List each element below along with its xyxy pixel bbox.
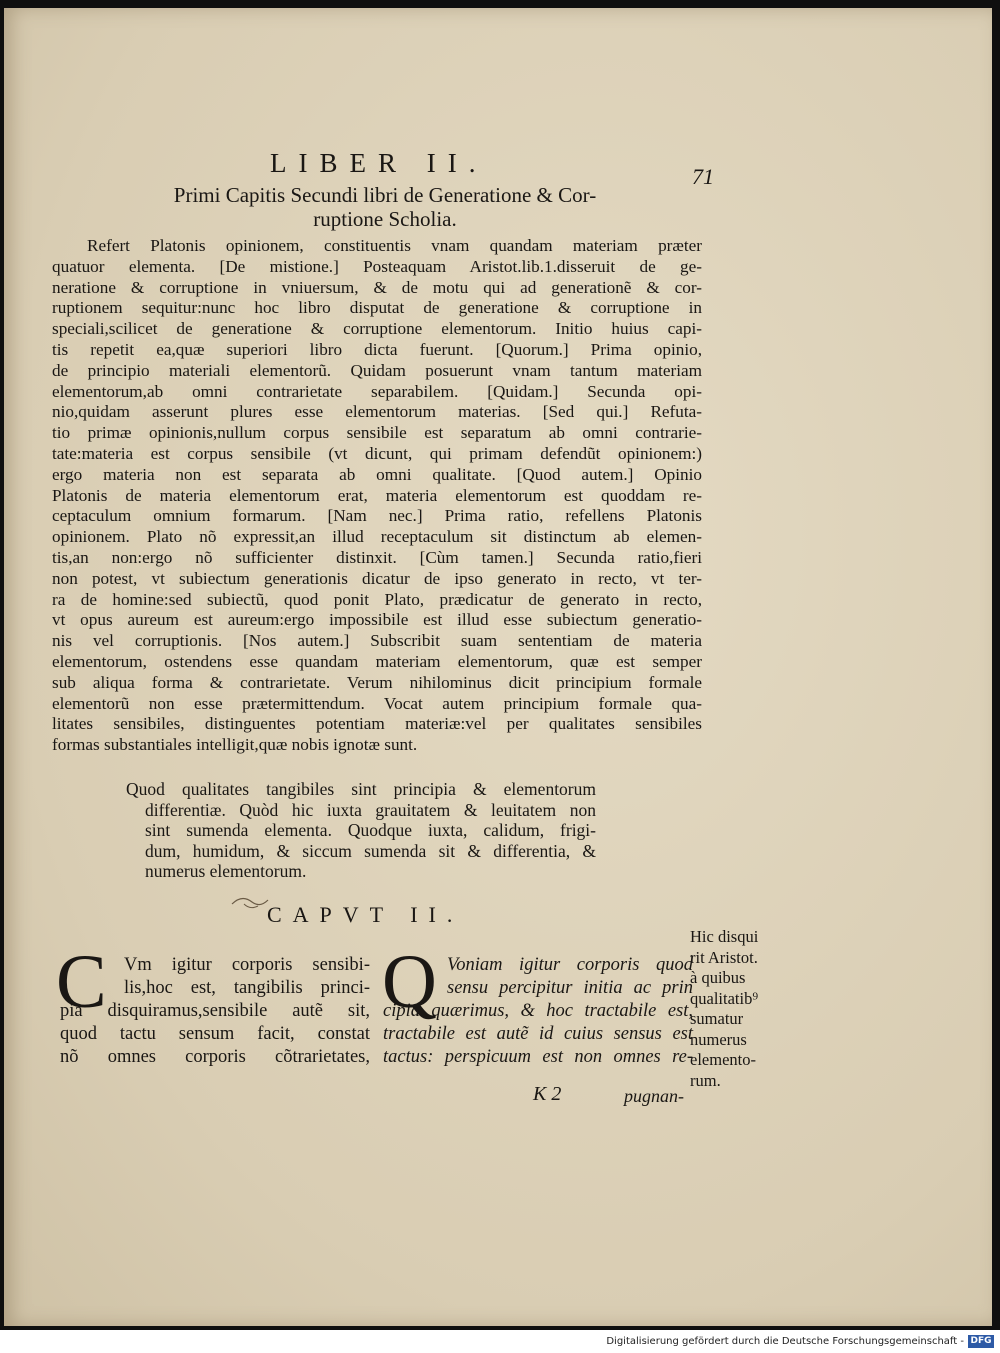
footer-credit: Digitalisierung gefördert durch die Deutsche Forschungsgemeinschaft - bbox=[606, 1336, 964, 1347]
left-column-line: nõ omnes corporis cõtrarietates, bbox=[60, 1047, 370, 1067]
body-line: quatuor elementa. [De mistione.] Posteaquam Aristot.lib.1.disseruit de ge- bbox=[52, 256, 702, 276]
footer bbox=[0, 1333, 1000, 1353]
body-line: tis repetit ea,quæ superiori libro dicta fuerunt. [Quorum.] Prima opinio, bbox=[52, 339, 702, 359]
body-line: tio primæ opinionis,nullum corpus sensibile est separatum ab omni contrarie- bbox=[52, 423, 702, 443]
body-line: elementorum, ostendens esse quandam materiam elementorum, quæ est semper bbox=[52, 651, 702, 671]
chapter-summary bbox=[126, 779, 596, 882]
margin-note-line: qualitatib⁹ bbox=[690, 988, 759, 1008]
body-line: litates sensibiles, distinguentes potentiam materiæ:vel per qualitates sensibiles bbox=[52, 714, 702, 734]
summary-line: dum, humidum, & siccum sumenda sit & differentia, & bbox=[145, 840, 596, 861]
body-line: Refert Platonis opinionem, constituentis vnam quandam materiam præter bbox=[87, 236, 702, 255]
dfg-logo: DFG bbox=[968, 1335, 994, 1348]
running-head: LIBER II. bbox=[270, 148, 488, 178]
body-line: speciali,scilicet de generatione & corruptione elementorum. Initio huius capi- bbox=[52, 319, 702, 339]
chapter-heading: CAPVT II. bbox=[267, 902, 464, 927]
dropcap-q: Q bbox=[382, 940, 437, 1024]
body-line: ergo materia non est separata ab omni qualitate. [Quod autem.] Opinio bbox=[52, 464, 702, 484]
left-column-line: pia disquiramus,sensibile autẽ sit, bbox=[60, 1001, 370, 1021]
left-column-line: lis,hoc est, tangibilis princi- bbox=[124, 978, 370, 998]
dropcap-c: C bbox=[56, 940, 107, 1024]
body-line: nio,quidam asserunt plures esse elementorum materias. [Sed qui.] Refuta- bbox=[52, 402, 702, 422]
summary-line: numerus elementorum. bbox=[145, 861, 307, 882]
margin-note-line: rit Aristot. bbox=[690, 947, 758, 967]
margin-note-line: elemento- bbox=[690, 1050, 756, 1069]
summary-line: Quod qualitates tangibiles sint principia & elementorum bbox=[126, 779, 596, 799]
catchword: pugnan- bbox=[624, 1086, 684, 1106]
right-column-line: Voniam igitur corporis quod bbox=[447, 955, 693, 975]
margin-note-line: à quibus bbox=[690, 968, 746, 987]
scholia-body bbox=[52, 236, 702, 756]
right-column-line: tactus: perspicuum est non omnes re- bbox=[383, 1047, 693, 1067]
right-column-line: cipia quærimus, & hoc tractabile est, bbox=[383, 1001, 693, 1021]
left-column-text bbox=[60, 954, 370, 1069]
body-line: de principio materiali elementorũ. Quidam posuerunt vnam tantum materiam bbox=[52, 360, 702, 380]
body-line: neratione & corruptione in vniuersum, & de motu qui ad generationẽ & cor- bbox=[52, 277, 702, 297]
body-line: ruptionem sequitur:nunc hoc libro disputat de generatione & corruptione in bbox=[52, 298, 702, 318]
margin-note-line: Hic disqui bbox=[690, 927, 759, 946]
body-line: vt opus aureum est aureum:ergo impossibile est illud esse subiectum generatio- bbox=[52, 610, 702, 630]
body-line: nis vel corruptionis. [Nos autem.] Subscribit suam sententiam de materia bbox=[52, 631, 702, 651]
summary-line: differentiæ. Quòd hic iuxta grauitatem & leuitatem non bbox=[145, 799, 596, 820]
body-line: non potest, vt subiectum generationis dicatur de ipso generato in recto, vt ter- bbox=[52, 568, 702, 588]
summary-line: sint sumenda elementa. Quodque iuxta, calidum, frigi- bbox=[145, 820, 596, 841]
scholia-title-line: ruptione Scholia. bbox=[313, 207, 457, 231]
signature-mark: K 2 bbox=[533, 1083, 562, 1105]
right-column-line: tractabile est autẽ id cuius sensus est bbox=[383, 1024, 693, 1044]
margin-note-line: sumatur bbox=[690, 1009, 744, 1028]
right-column-text bbox=[383, 954, 693, 1069]
body-line: ra de homine:sed subiectũ, quod ponit Plato, prædicatur de generato in recto, bbox=[52, 589, 702, 609]
body-line: ceptaculum omnium formarum. [Nam nec.] Prima ratio, refellens Platonis bbox=[52, 506, 702, 526]
right-column-line: sensu percipitur initia ac prin bbox=[447, 978, 693, 998]
body-line: elementorũ non esse prætermittendum. Vocat autem principium formale qua- bbox=[52, 693, 702, 713]
left-column-line: quod tactu sensum facit, constat bbox=[60, 1024, 370, 1044]
body-line: sub aliqua forma & contrarietate. Verum nihilominus dicit principium formale bbox=[52, 672, 702, 692]
margin-note-line: numerus bbox=[690, 1029, 747, 1049]
body-line: Platonis de materia elementorum erat, materia elementorum est quoddam re- bbox=[52, 485, 702, 505]
margin-note-line: rum. bbox=[690, 1070, 721, 1090]
left-column-line: Vm igitur corporis sensibi- bbox=[124, 955, 370, 975]
margin-note bbox=[690, 927, 790, 1091]
page-number: 71 bbox=[692, 164, 714, 189]
scholia-title-line: Primi Capitis Secundi libri de Generatione & Cor- bbox=[173, 183, 597, 207]
body-line: tate:materia est corpus sensibile (vt dicunt, qui primam defendũt opinionem:) bbox=[52, 443, 702, 463]
ornament-flourish-icon bbox=[230, 890, 270, 912]
body-line: tis,an non:ergo nõ sufficienter distinxit. [Cùm tamen.] Secunda ratio,fieri bbox=[52, 547, 702, 567]
scholia-title bbox=[135, 183, 635, 231]
body-line: opinionem. Plato nõ expressit,an illud receptaculum sit distinctum ab elemen- bbox=[52, 527, 702, 547]
body-line: elementorum,ab omni contrarietate separabilem. [Quidam.] Secunda opi- bbox=[52, 381, 702, 401]
body-line: formas substantiales intelligit,quæ nobis ignotæ sunt. bbox=[52, 735, 418, 755]
